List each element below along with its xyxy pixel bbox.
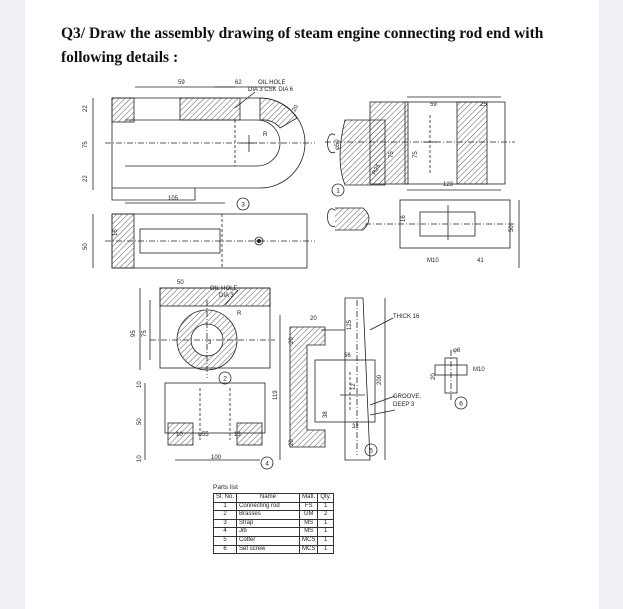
dim-text: 123 — [443, 182, 454, 188]
set-screw-view — [435, 350, 467, 400]
table-cell: 1 — [214, 502, 237, 511]
strap-front-view — [105, 98, 315, 200]
table-cell: Brasses — [237, 511, 300, 520]
dim-text: 56 — [344, 353, 351, 359]
dim-text: 13 — [234, 432, 241, 438]
table-cell: GM — [300, 511, 318, 520]
dim-text: 100 — [211, 455, 222, 461]
table-row — [214, 545, 334, 554]
jib-view — [280, 315, 325, 460]
dim-text: 20 — [291, 104, 301, 113]
callout-3: 3 — [241, 201, 245, 209]
dim-text: 125 — [347, 319, 353, 330]
groove-depth-label: DEEP 3 — [393, 402, 415, 408]
table-row — [214, 502, 334, 511]
dim-text: R25 — [371, 163, 383, 176]
column-header: Matl. — [300, 494, 318, 503]
dim-text: 75 — [413, 151, 419, 158]
dim-text: 32 — [352, 424, 359, 430]
dim-text: φ6 — [453, 348, 461, 354]
brasses-view — [150, 288, 275, 445]
groove-label: GROOVE, — [393, 394, 422, 400]
table-row — [214, 511, 334, 520]
dim-text: 20 — [310, 316, 317, 322]
connecting-rod-top-view — [328, 200, 516, 248]
dim-text: 16 — [113, 229, 119, 236]
table-cell: 4 — [214, 528, 237, 537]
dim-text: R — [237, 311, 242, 317]
dim-text: 75 — [142, 330, 148, 337]
table-cell: 2 — [214, 511, 237, 520]
table-cell: 1 — [318, 519, 334, 528]
dim-text: M10 — [473, 367, 485, 373]
dim-text: 12 — [351, 383, 357, 390]
dim-text: 10 — [137, 455, 143, 462]
thick-label: THICK 16 — [393, 314, 420, 320]
dim-text: 38 — [323, 411, 329, 418]
dim-text: φ55 — [198, 432, 209, 438]
table-row — [214, 519, 334, 528]
dim-text: 75 — [83, 141, 89, 148]
table-cell: Strap — [237, 519, 300, 528]
table-cell: MCS — [300, 536, 318, 545]
table-cell: MCS — [300, 545, 318, 554]
dim-text: 59 — [430, 102, 437, 108]
column-header: Name — [237, 494, 300, 503]
dim-text: 3 — [208, 340, 212, 346]
dim-text: 20 — [289, 337, 295, 344]
table-header-row — [214, 494, 334, 503]
table-cell: FS — [300, 502, 318, 511]
table-cell: Jib — [237, 528, 300, 537]
parts-list — [213, 484, 373, 554]
dim-text: 50 — [83, 243, 89, 250]
table-cell: 5 — [214, 536, 237, 545]
dim-text: 50 — [137, 418, 143, 425]
dim-text: 75 — [389, 151, 395, 158]
oil-hole-spec-2: DIA 3 — [219, 293, 234, 299]
table-cell: 6 — [214, 545, 237, 554]
oil-hole-spec-1: DIA 3 CSK DIA 6 — [248, 87, 294, 93]
connecting-rod-view — [325, 102, 515, 185]
callout-1: 1 — [336, 187, 340, 195]
table-cell: Set screw — [237, 545, 300, 554]
oil-hole-label-2: OIL HOLE — [210, 286, 238, 292]
page — [25, 0, 599, 609]
dim-text: 20 — [431, 373, 437, 380]
table-row — [214, 528, 334, 537]
parts-table — [213, 493, 334, 554]
dim-text: 200 — [377, 374, 383, 385]
dim-text: 50 — [177, 280, 184, 286]
table-cell: Cotter — [237, 536, 300, 545]
callout-4: 4 — [265, 460, 269, 468]
oil-hole-label-1: OIL HOLE — [258, 80, 286, 86]
column-header: Qty. — [318, 494, 334, 503]
callout-2: 2 — [223, 375, 227, 383]
table-cell: 1 — [318, 528, 334, 537]
table-cell: 3 — [214, 519, 237, 528]
dim-text: 22 — [83, 105, 89, 112]
dim-text: φ50 — [335, 139, 341, 150]
dim-text: 22 — [83, 175, 89, 182]
table-cell: MS — [300, 519, 318, 528]
dim-text: 10 — [137, 381, 143, 388]
dim-text: 95 — [131, 330, 137, 337]
dim-text: 41 — [477, 258, 484, 264]
dim-text: 20 — [289, 439, 295, 446]
callout-5: 5 — [369, 447, 373, 455]
dim-text: 50 — [509, 225, 515, 232]
dim-text: 59 — [178, 80, 185, 86]
dim-text: 119 — [273, 390, 279, 400]
parts-list-title: Parts list — [213, 484, 238, 491]
dim-text: 16 — [401, 215, 407, 222]
table-row — [214, 536, 334, 545]
strap-top-view — [105, 214, 315, 268]
table-cell: MS — [300, 528, 318, 537]
dim-text: M10 — [427, 258, 439, 264]
dim-text: 105 — [168, 196, 179, 202]
table-cell: 1 — [318, 545, 334, 554]
table-cell: 1 — [318, 502, 334, 511]
table-cell: Connecting rod — [237, 502, 300, 511]
callout-6: 6 — [459, 400, 463, 408]
dim-text: R — [263, 132, 268, 138]
dim-text: 10 — [176, 432, 183, 438]
table-cell: 2 — [318, 511, 334, 520]
column-header: Sl. No. — [214, 494, 237, 503]
table-cell: 1 — [318, 536, 334, 545]
dim-text: 62 — [235, 80, 242, 86]
dim-text: 25 — [480, 102, 487, 108]
question-text: Q3/ Draw the assembly drawing of steam engine connecting rod end with following details : — [61, 25, 544, 66]
